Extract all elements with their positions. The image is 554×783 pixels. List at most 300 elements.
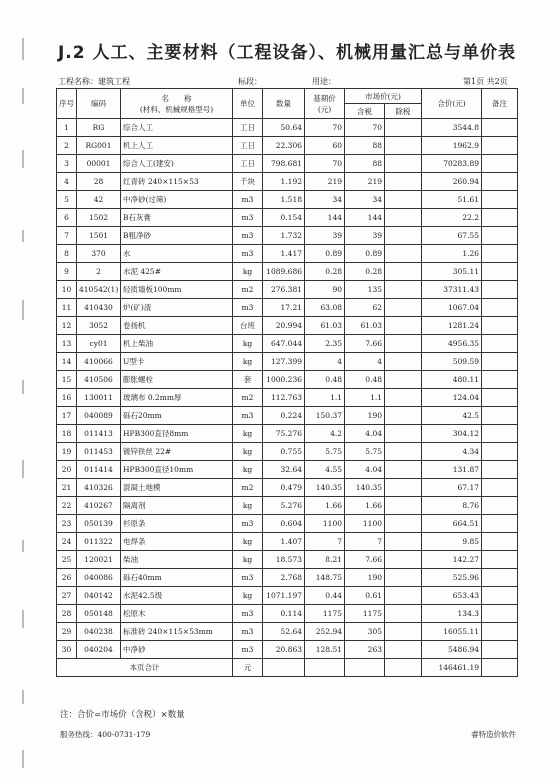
row-code: 410267	[77, 497, 121, 515]
row-incl-tax: 1175	[345, 605, 385, 623]
row-total: 3544.8	[422, 119, 482, 137]
row-name: 中净砂	[121, 641, 233, 659]
header-remark: 备注	[482, 89, 518, 119]
row-incl-tax: 7.66	[345, 335, 385, 353]
row-excl-tax	[385, 497, 422, 515]
row-total: 134.3	[422, 605, 482, 623]
row-excl-tax	[385, 461, 422, 479]
row-unit: m3	[233, 209, 263, 227]
row-name: 红青砖 240×115×53	[121, 173, 233, 191]
row-code: 410326	[77, 479, 121, 497]
row-unit: 千块	[233, 173, 263, 191]
row-qty: 18.573	[263, 551, 305, 569]
table-row	[57, 155, 518, 173]
row-total: 16055.11	[422, 623, 482, 641]
table-row	[57, 515, 518, 533]
row-unit: m3	[233, 605, 263, 623]
row-name: 镀锌铁丝 22#	[121, 443, 233, 461]
row-total: 67.55	[422, 227, 482, 245]
row-total: 22.2	[422, 209, 482, 227]
row-base-price: 144	[305, 209, 345, 227]
row-total: 37311.43	[422, 281, 482, 299]
row-code: 040238	[77, 623, 121, 641]
row-remark	[482, 425, 518, 443]
row-seq: 19	[57, 443, 77, 461]
row-name: 松原木	[121, 605, 233, 623]
row-incl-tax: 190	[345, 569, 385, 587]
row-incl-tax: 5.75	[345, 443, 385, 461]
row-incl-tax: 61.03	[345, 317, 385, 335]
row-code: 040204	[77, 641, 121, 659]
row-code: RG001	[77, 137, 121, 155]
row-incl-tax: 0.89	[345, 245, 385, 263]
row-excl-tax	[385, 353, 422, 371]
row-qty: 647.044	[263, 335, 305, 353]
row-incl-tax: 4.04	[345, 461, 385, 479]
row-code: 040089	[77, 407, 121, 425]
row-qty: 1089.686	[263, 263, 305, 281]
row-base-price: 1100	[305, 515, 345, 533]
row-incl-tax: 1.1	[345, 389, 385, 407]
table-row	[57, 497, 518, 515]
row-total: 1.26	[422, 245, 482, 263]
row-incl-tax: 190	[345, 407, 385, 425]
table-row	[57, 407, 518, 425]
row-qty: 1.732	[263, 227, 305, 245]
row-qty: 20.994	[263, 317, 305, 335]
row-name: 炉(矿)渣	[121, 299, 233, 317]
row-code: 00001	[77, 155, 121, 173]
row-qty: 32.64	[263, 461, 305, 479]
row-base-price: 63.08	[305, 299, 345, 317]
row-total: 1067.04	[422, 299, 482, 317]
row-seq: 30	[57, 641, 77, 659]
row-excl-tax	[385, 155, 422, 173]
row-base-price: 60	[305, 137, 345, 155]
row-unit: m3	[233, 299, 263, 317]
row-unit: 台班	[233, 317, 263, 335]
row-incl-tax: 135	[345, 281, 385, 299]
row-qty: 1.417	[263, 245, 305, 263]
row-excl-tax	[385, 515, 422, 533]
row-code: 410066	[77, 353, 121, 371]
table-row	[57, 425, 518, 443]
row-qty: 0.604	[263, 515, 305, 533]
header-base-price-unit: (元)	[317, 104, 332, 114]
row-name: 水泥42.5级	[121, 587, 233, 605]
row-remark	[482, 191, 518, 209]
row-incl-tax: 70	[345, 119, 385, 137]
table-row	[57, 209, 518, 227]
row-remark	[482, 641, 518, 659]
row-unit: m2	[233, 281, 263, 299]
row-base-price: 252.94	[305, 623, 345, 641]
row-total: 70283.89	[422, 155, 482, 173]
row-incl-tax: 263	[345, 641, 385, 659]
header-name-sub: (材料、机械规格型号)	[139, 104, 214, 114]
row-excl-tax	[385, 335, 422, 353]
row-unit: kg	[233, 587, 263, 605]
row-name: 水	[121, 245, 233, 263]
table-row	[57, 245, 518, 263]
row-remark	[482, 245, 518, 263]
row-unit: m3	[233, 641, 263, 659]
row-code: 011453	[77, 443, 121, 461]
row-name: 砾石20mm	[121, 407, 233, 425]
row-seq: 6	[57, 209, 77, 227]
row-seq: 26	[57, 569, 77, 587]
row-code: 050139	[77, 515, 121, 533]
row-seq: 3	[57, 155, 77, 173]
row-seq: 18	[57, 425, 77, 443]
row-incl-tax: 0.28	[345, 263, 385, 281]
header-unit: 单位	[233, 89, 263, 119]
row-excl-tax	[385, 263, 422, 281]
row-base-price: 34	[305, 191, 345, 209]
row-unit: kg	[233, 533, 263, 551]
row-incl-tax: 4	[345, 353, 385, 371]
row-name: 杉原条	[121, 515, 233, 533]
row-seq: 4	[57, 173, 77, 191]
row-seq: 17	[57, 407, 77, 425]
row-qty: 22.306	[263, 137, 305, 155]
row-qty: 127.399	[263, 353, 305, 371]
row-code: 28	[77, 173, 121, 191]
row-qty: 0.224	[263, 407, 305, 425]
table-row	[57, 227, 518, 245]
row-excl-tax	[385, 389, 422, 407]
header-name	[121, 89, 233, 119]
row-base-price: 2.35	[305, 335, 345, 353]
row-remark	[482, 497, 518, 515]
table-row	[57, 317, 518, 335]
row-unit: 套	[233, 371, 263, 389]
row-remark	[482, 299, 518, 317]
row-seq: 12	[57, 317, 77, 335]
row-name: U型卡	[121, 353, 233, 371]
row-code: cy01	[77, 335, 121, 353]
row-excl-tax	[385, 551, 422, 569]
row-remark	[482, 515, 518, 533]
row-total: 42.5	[422, 407, 482, 425]
row-incl-tax: 88	[345, 155, 385, 173]
row-incl-tax: 140.35	[345, 479, 385, 497]
table-row	[57, 353, 518, 371]
table-row	[57, 191, 518, 209]
table-row	[57, 281, 518, 299]
row-qty: 0.755	[263, 443, 305, 461]
subtotal-row	[57, 659, 518, 677]
table-row	[57, 551, 518, 569]
purpose-label: 用途：	[312, 77, 336, 86]
table-row	[57, 299, 518, 317]
row-total: 9.85	[422, 533, 482, 551]
row-code: 1502	[77, 209, 121, 227]
row-unit: m3	[233, 227, 263, 245]
table-row	[57, 533, 518, 551]
row-unit: kg	[233, 551, 263, 569]
row-total: 5486.94	[422, 641, 482, 659]
row-code: RG	[77, 119, 121, 137]
row-base-price: 0.44	[305, 587, 345, 605]
row-total: 525.96	[422, 569, 482, 587]
row-base-price: 39	[305, 227, 345, 245]
row-incl-tax: 88	[345, 137, 385, 155]
row-code: 410506	[77, 371, 121, 389]
row-seq: 5	[57, 191, 77, 209]
row-seq: 25	[57, 551, 77, 569]
row-excl-tax	[385, 245, 422, 263]
row-remark	[482, 461, 518, 479]
table-row	[57, 443, 518, 461]
row-excl-tax	[385, 137, 422, 155]
table-row	[57, 641, 518, 659]
row-total: 8.76	[422, 497, 482, 515]
row-base-price: 128.51	[305, 641, 345, 659]
row-unit: 工日	[233, 137, 263, 155]
row-remark	[482, 605, 518, 623]
row-seq: 21	[57, 479, 77, 497]
row-excl-tax	[385, 569, 422, 587]
row-code: 410430	[77, 299, 121, 317]
row-base-price: 4.55	[305, 461, 345, 479]
row-name: 水泥 425#	[121, 263, 233, 281]
row-unit: kg	[233, 425, 263, 443]
row-remark	[482, 317, 518, 335]
table-row	[57, 119, 518, 137]
row-seq: 23	[57, 515, 77, 533]
row-excl-tax	[385, 407, 422, 425]
row-remark	[482, 623, 518, 641]
subtotal-unit: 元	[233, 659, 263, 677]
row-total: 51.61	[422, 191, 482, 209]
row-unit: m3	[233, 623, 263, 641]
section-label: 标段：	[238, 77, 262, 86]
row-qty: 0.154	[263, 209, 305, 227]
row-code: 120021	[77, 551, 121, 569]
row-base-price: 1.1	[305, 389, 345, 407]
row-unit: kg	[233, 353, 263, 371]
row-excl-tax	[385, 191, 422, 209]
row-total: 124.04	[422, 389, 482, 407]
row-incl-tax: 4.04	[345, 425, 385, 443]
table-row	[57, 569, 518, 587]
row-excl-tax	[385, 641, 422, 659]
row-unit: m3	[233, 191, 263, 209]
row-qty: 50.64	[263, 119, 305, 137]
row-remark	[482, 173, 518, 191]
row-base-price: 0.28	[305, 263, 345, 281]
row-incl-tax: 219	[345, 173, 385, 191]
row-qty: 798.681	[263, 155, 305, 173]
row-base-price: 4	[305, 353, 345, 371]
row-incl-tax: 1100	[345, 515, 385, 533]
row-qty: 2.768	[263, 569, 305, 587]
row-seq: 20	[57, 461, 77, 479]
row-incl-tax: 305	[345, 623, 385, 641]
row-excl-tax	[385, 605, 422, 623]
row-remark	[482, 371, 518, 389]
row-base-price: 0.89	[305, 245, 345, 263]
row-qty: 5.276	[263, 497, 305, 515]
row-name: 标准砖 240×115×53mm	[121, 623, 233, 641]
row-remark	[482, 227, 518, 245]
row-base-price: 1.66	[305, 497, 345, 515]
row-base-price: 8.21	[305, 551, 345, 569]
row-excl-tax	[385, 281, 422, 299]
row-remark	[482, 479, 518, 497]
row-code: 040142	[77, 587, 121, 605]
row-base-price: 70	[305, 119, 345, 137]
row-base-price: 61.03	[305, 317, 345, 335]
row-base-price: 4.2	[305, 425, 345, 443]
row-seq: 24	[57, 533, 77, 551]
row-excl-tax	[385, 587, 422, 605]
row-unit: m3	[233, 515, 263, 533]
table-row	[57, 335, 518, 353]
row-code: 410542(1)	[77, 281, 121, 299]
row-total: 509.59	[422, 353, 482, 371]
row-qty: 17.21	[263, 299, 305, 317]
row-incl-tax: 62	[345, 299, 385, 317]
row-remark	[482, 587, 518, 605]
binding-edge	[0, 0, 40, 783]
row-base-price: 7	[305, 533, 345, 551]
row-name: 玻璃布 0.2mm厚	[121, 389, 233, 407]
row-name: 柴油	[121, 551, 233, 569]
row-base-price: 219	[305, 173, 345, 191]
row-incl-tax: 7	[345, 533, 385, 551]
row-seq: 10	[57, 281, 77, 299]
row-name: 隔离剂	[121, 497, 233, 515]
row-remark	[482, 263, 518, 281]
table-row	[57, 479, 518, 497]
header-base-price	[305, 89, 345, 119]
row-unit: m3	[233, 245, 263, 263]
row-incl-tax: 7.66	[345, 551, 385, 569]
row-seq: 14	[57, 353, 77, 371]
row-excl-tax	[385, 533, 422, 551]
row-code: 040086	[77, 569, 121, 587]
row-remark	[482, 551, 518, 569]
row-excl-tax	[385, 479, 422, 497]
row-seq: 13	[57, 335, 77, 353]
row-unit: 工日	[233, 119, 263, 137]
header-base-price-main: 基期价	[313, 93, 336, 103]
table-row	[57, 623, 518, 641]
row-excl-tax	[385, 371, 422, 389]
row-excl-tax	[385, 299, 422, 317]
row-name: 轻质墙板100mm	[121, 281, 233, 299]
table-row	[57, 587, 518, 605]
row-unit: m3	[233, 569, 263, 587]
row-base-price: 0.48	[305, 371, 345, 389]
row-qty: 0.479	[263, 479, 305, 497]
row-seq: 7	[57, 227, 77, 245]
row-remark	[482, 137, 518, 155]
row-incl-tax: 1.66	[345, 497, 385, 515]
row-unit: kg	[233, 443, 263, 461]
row-code: 011322	[77, 533, 121, 551]
row-total: 480.11	[422, 371, 482, 389]
row-total: 4.34	[422, 443, 482, 461]
table-row	[57, 605, 518, 623]
table-row	[57, 137, 518, 155]
header-code: 编码	[77, 89, 121, 119]
row-code: 011414	[77, 461, 121, 479]
row-name: HPB300直径10mm	[121, 461, 233, 479]
row-seq: 16	[57, 389, 77, 407]
row-incl-tax: 34	[345, 191, 385, 209]
row-qty: 0.114	[263, 605, 305, 623]
summary-table	[56, 88, 518, 677]
row-excl-tax	[385, 119, 422, 137]
row-seq: 28	[57, 605, 77, 623]
row-excl-tax	[385, 227, 422, 245]
row-remark	[482, 443, 518, 461]
row-name: 中净砂(过筛)	[121, 191, 233, 209]
row-unit: kg	[233, 461, 263, 479]
row-base-price: 5.75	[305, 443, 345, 461]
row-code: 370	[77, 245, 121, 263]
row-incl-tax: 0.61	[345, 587, 385, 605]
row-unit: kg	[233, 335, 263, 353]
header-excl-tax: 除税	[385, 104, 422, 119]
row-seq: 1	[57, 119, 77, 137]
row-base-price: 70	[305, 155, 345, 173]
header-qty: 数量	[263, 89, 305, 119]
row-name: 卷扬机	[121, 317, 233, 335]
row-total: 67.17	[422, 479, 482, 497]
row-unit: m3	[233, 407, 263, 425]
row-total: 305.11	[422, 263, 482, 281]
row-seq: 27	[57, 587, 77, 605]
header-total: 合价(元)	[422, 89, 482, 119]
row-qty: 1000.236	[263, 371, 305, 389]
row-code: 1501	[77, 227, 121, 245]
row-remark	[482, 119, 518, 137]
row-total: 1962.9	[422, 137, 482, 155]
table-row	[57, 263, 518, 281]
row-name: 综合人工	[121, 119, 233, 137]
row-name: 综合人工(建安)	[121, 155, 233, 173]
subtotal-total: 146461.19	[422, 659, 482, 677]
row-seq: 2	[57, 137, 77, 155]
row-unit: m2	[233, 479, 263, 497]
row-remark	[482, 335, 518, 353]
project-name: 工程名称：建筑工程	[58, 77, 130, 86]
row-seq: 11	[57, 299, 77, 317]
row-name: 电焊条	[121, 533, 233, 551]
row-incl-tax: 39	[345, 227, 385, 245]
row-qty: 52.64	[263, 623, 305, 641]
page-title: J.2 人工、主要材料（工程设备）、机械用量汇总与单价表	[57, 43, 517, 63]
row-total: 664.51	[422, 515, 482, 533]
row-qty: 1.407	[263, 533, 305, 551]
row-qty: 75.276	[263, 425, 305, 443]
row-remark	[482, 353, 518, 371]
row-total: 1281.24	[422, 317, 482, 335]
row-total: 142.27	[422, 551, 482, 569]
row-name: 混凝土地模	[121, 479, 233, 497]
row-excl-tax	[385, 623, 422, 641]
row-code: 2	[77, 263, 121, 281]
header-seq: 序号	[57, 89, 77, 119]
row-total: 304.12	[422, 425, 482, 443]
row-excl-tax	[385, 443, 422, 461]
row-remark	[482, 389, 518, 407]
row-unit: kg	[233, 263, 263, 281]
